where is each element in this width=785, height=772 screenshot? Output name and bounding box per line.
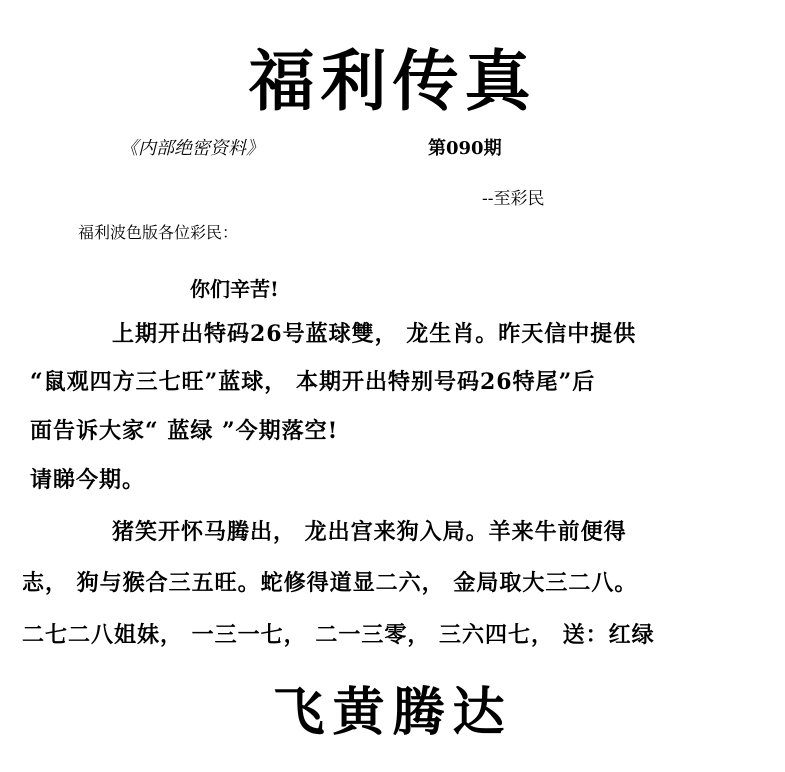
body-line: 志， 狗与猴合三五旺。蛇修得道显二六， 金局取大三二八。 — [22, 570, 638, 596]
footer-slogan: 飞黄腾达 — [272, 682, 513, 743]
body-line: “鼠观四方三七旺”蓝球， 本期开出特别号码26特尾”后 — [30, 369, 596, 395]
issue-number: 第090期 — [428, 138, 502, 159]
body-line: 上期开出特码26号蓝球雙， 龙生肖。昨天信中提供 — [112, 321, 637, 347]
body-line: 面告诉大家“ 蓝绿 ”今期落空! — [30, 418, 339, 444]
document-subtitle: 《内部绝密资料》 — [120, 138, 264, 159]
body-line: 请睇今期。 — [30, 467, 146, 493]
byline: --至彩民 — [482, 189, 545, 209]
document-title: 福利传真 — [248, 42, 537, 120]
body-line: 二七二八姐妹， 一三一七， 二一三零， 三六四七， 送：红绿 — [22, 622, 655, 648]
body-line: 猪笑开怀马腾出， 龙出宫来狗入局。羊来牛前便得 — [112, 519, 627, 545]
thanks-line: 你们辛苦! — [190, 277, 279, 301]
greeting: 福利波色版各位彩民： — [78, 223, 239, 242]
